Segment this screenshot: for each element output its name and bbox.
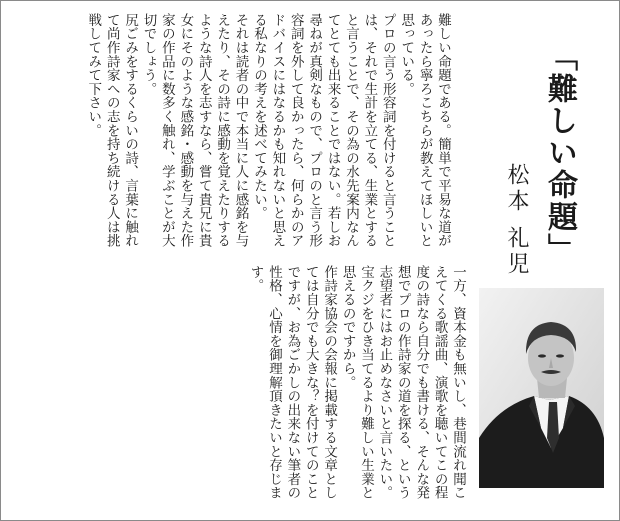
author-portrait-image <box>479 288 604 488</box>
author-photo <box>479 288 604 488</box>
paragraph: 難しい命題である。簡単で平易な道があったら寧ろこちらが教えてほしいと思っている。 <box>398 13 451 248</box>
author-name: 松本 礼児 <box>504 163 529 278</box>
article-body-upper <box>27 13 452 261</box>
article-body-lower <box>187 265 467 507</box>
paragraph: 一方、資本金も無いし、巷間流れ聞こえてくる歌謡曲、演歌を聴いてこの程度の詩なら自分でも書ける、そんな発想でプロの作詩家の道を探る、という志望者にはお止めなさいと言いたい。宝クジをひき当てるより難しい生業と思えるのですから。 <box>339 265 466 500</box>
paragraph: 尻ごみをするくらいの詩、言葉に触れて尚作詩家への志を持ち続ける人は挑戦してみて下さい。 <box>85 13 139 248</box>
paragraph: それは読者の中で本当に人に感銘を与えたり、その詩に感動を覚えたりするような詩人を志すなら、嘗て貴兄に貴女にそのような感銘・感動を与えた作家の作品に数多く触れ、学ぶことが大切でしょう。 <box>140 13 249 248</box>
article-title: 「難しい命題」 <box>542 41 577 265</box>
paragraph: 作詩家協会の会報に掲載する文章としては自分でも大きな？を付けてのことですが、お為ごかしの出来ない筆者の性格、心情を御理解頂きたいと存じます。 <box>247 265 338 500</box>
paragraph: プロの言う形容詞を付けると言うことは、それで生計を立てる、生業とすると言うことで、その為の水先案内なんてとても出来ることではない。若しお尋ねが真剣なもので、プロのと言う形容詞を外して良かったら、何らかのアドバイスにはなるかも知れないと思える私なりの考えを述べてみたい。 <box>250 13 396 248</box>
